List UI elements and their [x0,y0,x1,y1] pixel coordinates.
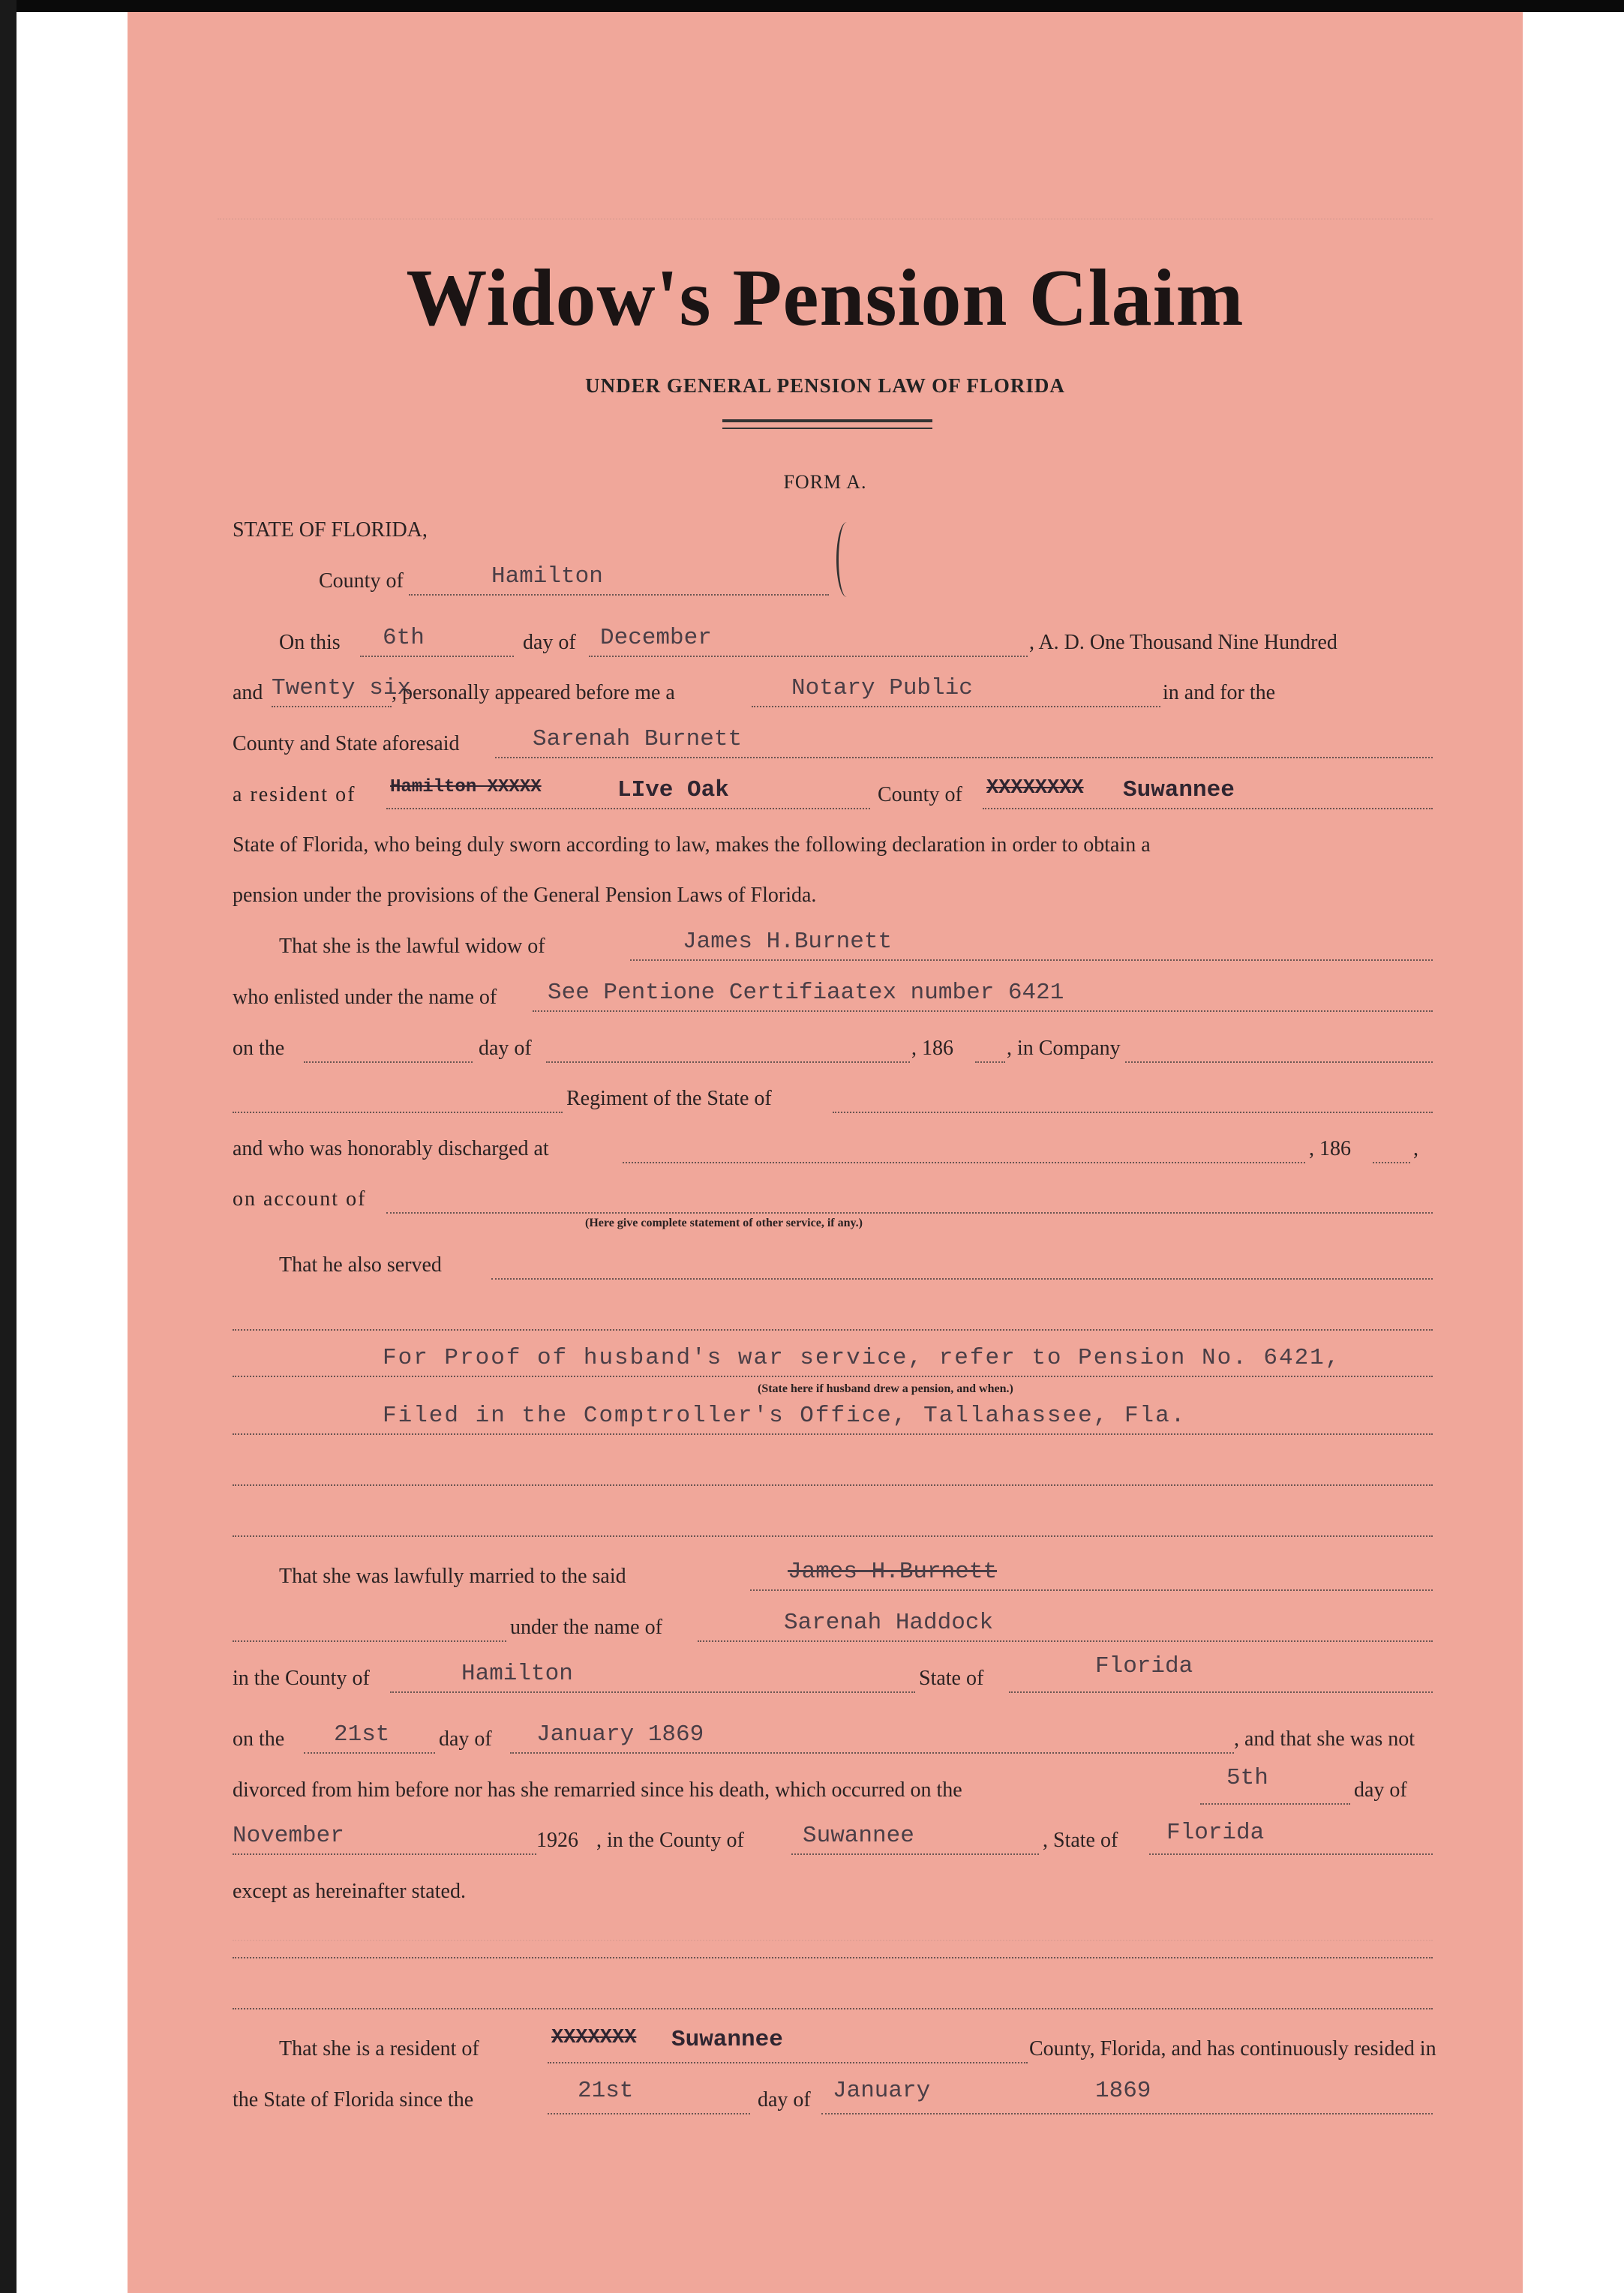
other-service-note: (Here give complete statement of other service, if any.) [585,1217,863,1229]
discharged-label: and who was honorably discharged at [233,1137,549,1160]
account-line [386,1212,1433,1214]
death-day-value[interactable]: 5th [1226,1765,1268,1791]
death-year-value[interactable]: 1926 [536,1829,578,1852]
residence-struck-value: Hamilton XXXXX [390,777,542,797]
day-value[interactable]: 6th [383,625,425,651]
scan-left-edge [0,0,17,2293]
since-day-of-label: day of [758,2088,811,2111]
comma: , [1413,1137,1418,1160]
residence-county-label: County of [878,783,962,806]
death-state-value[interactable]: Florida [1166,1820,1265,1846]
in-county-label: in the County of [233,1667,370,1690]
death-state-label: , State of [1043,1829,1118,1852]
enlist-day-of-label: day of [479,1037,532,1060]
married-row [233,1559,1433,1595]
marriage-state-value[interactable]: Florida [1095,1653,1193,1679]
residence-county-line [983,808,1433,809]
enlist-day-line [304,1061,473,1063]
husband-value[interactable]: James H.Burnett [683,929,893,955]
pension-note-row [233,1382,1433,1400]
scan-top-edge [0,0,1624,12]
since-month-value[interactable]: January [833,2078,931,2104]
marriage-date-row [233,1721,1433,1757]
enlisted-row [233,980,1433,1016]
company-line [1125,1061,1433,1063]
death-day-of-label: day of [1354,1778,1407,1802]
death-month-value[interactable]: November [233,1823,344,1849]
also-served-label: That he also served [279,1253,442,1277]
death-place-row [233,1820,1433,1859]
enlisted-label: who enlisted under the name of [233,986,497,1009]
not-divorced-label: , and that she was not [1234,1727,1415,1751]
discharged-line [623,1162,1305,1163]
regiment-line [233,1112,563,1113]
blank-line [233,1957,1433,1958]
marriage-day-of-label: day of [439,1727,492,1751]
month-value[interactable]: December [600,625,712,651]
state-heading: STATE OF FLORIDA, [233,518,428,542]
officer-value[interactable]: Notary Public [791,675,973,701]
residence-line [386,808,870,809]
marriage-month-year-value[interactable]: January 1869 [536,1721,704,1748]
marriage-county-value[interactable]: Hamilton [461,1661,573,1687]
since-year-value[interactable]: 1869 [1095,2078,1151,2104]
discharged-year-label: , 186 [1309,1137,1351,1160]
form-title: Widow's Pension Claim [406,254,1244,343]
resident-county-struck-value: XXXXXXX [551,2027,637,2049]
death-date-row [233,1765,1433,1808]
married-husband-value[interactable]: James H.Burnett [788,1559,998,1585]
residence-county-value[interactable]: Suwannee [1123,777,1235,803]
divorced-text: divorced from him before nor has she remarried since his death, which occurred on the [233,1778,962,1802]
year-line [272,706,392,707]
form-subtitle: UNDER GENERAL PENSION LAW OF FLORIDA [585,374,1065,397]
and-label: and [233,681,263,704]
form-label: FORM A. [783,471,867,493]
title-rule [722,419,932,422]
enlist-year-line [975,1061,1005,1063]
blank-row [233,1511,1433,1541]
year-186-label: , 186 [911,1037,953,1060]
also-served-line [491,1278,1433,1280]
except-row [233,1880,1433,1910]
death-county-line [791,1853,1039,1855]
claimant-value[interactable]: Sarenah Burnett [533,726,743,752]
day-line [360,656,514,657]
resident-label: That she is a resident of [279,2037,479,2060]
marriage-day-value[interactable]: 21st [334,1721,390,1748]
county-line [409,594,829,596]
marriage-state-line [1009,1691,1433,1693]
widow-row [233,929,1433,965]
death-county-value[interactable]: Suwannee [803,1823,914,1849]
state-heading-row [233,518,1433,548]
lawful-widow-label: That she is the lawful widow of [279,935,545,958]
on-this-label: On this [279,631,341,654]
war-proof-line-2-rule [233,1433,1433,1435]
state-of-label: State of [919,1667,984,1690]
blank-row [233,1460,1433,1490]
blank-line [233,2008,1433,2009]
appeared-label: , personally appeared before me a [392,681,675,704]
form-sheet [128,12,1523,2293]
blank-line [233,1329,1433,1331]
blank-line [233,1535,1433,1537]
death-month-line [233,1853,536,1855]
date-row [233,625,1433,661]
regiment-state-line [833,1112,1433,1113]
aforesaid-label: County and State aforesaid [233,732,460,755]
declaration-text: State of Florida, who being duly sworn according to law, makes the following declaration in order to obtain a [233,833,1151,857]
enlist-date-row [233,1037,1433,1067]
also-served-row [233,1253,1433,1283]
year-row [233,675,1433,711]
pension-under-row [233,884,1433,914]
bleed-through-artifact [218,188,1433,220]
blank-line [233,1484,1433,1486]
on-account-label: on account of [233,1187,367,1211]
residence-county-struck-value: XXXXXXXX [986,777,1084,800]
death-day-line [1200,1803,1350,1805]
war-proof-line-2[interactable]: Filed in the Comptroller's Office, Tallahassee, Fla. [383,1403,1187,1429]
regiment-label: Regiment of the State of [566,1087,772,1110]
death-county-label: , in the County of [596,1829,744,1852]
war-proof-line [233,1376,1433,1377]
enlisted-value[interactable]: See Pentione Certifiaatex number 6421 [548,980,1064,1006]
claimant-row [233,726,1433,762]
blank-row [233,1983,1433,2013]
war-proof-line-1[interactable]: For Proof of husband's war service, refer to Pension No. 6421, [383,1345,1341,1371]
discharged-row [233,1137,1433,1167]
since-row [233,2078,1433,2118]
officer-line [752,706,1160,707]
marriage-county-line [390,1691,915,1693]
on-the-label: on the [233,1037,285,1060]
day-of-label: day of [523,631,576,654]
husband-line [630,959,1433,961]
resident-row [233,2027,1436,2067]
war-proof-row-2 [233,1403,1433,1439]
county-value[interactable]: Hamilton [491,563,603,590]
county-florida-label: County, Florida, and has continuously resided in [1029,2037,1436,2060]
married-label: That she was lawfully married to the said [279,1565,626,1588]
maiden-pre-line [233,1640,506,1642]
resident-county-line [548,2062,1028,2063]
except-text: except as hereinafter stated. [233,1880,466,1903]
regiment-row [233,1087,1433,1117]
month-line [589,656,1028,657]
marriage-on-the-label: on the [233,1727,285,1751]
marriage-day-line [304,1752,435,1754]
under-name-label: under the name of [510,1616,662,1639]
ad-text: , A. D. One Thousand Nine Hundred [1029,631,1337,654]
residence-value[interactable]: LIve Oak [617,777,729,803]
marriage-month-line [510,1752,1234,1754]
since-day-value[interactable]: 21st [578,2078,634,2104]
in-and-for-label: in and for the [1163,681,1276,704]
resident-of-label: a resident of [233,783,356,806]
war-proof-row [233,1345,1433,1381]
blank-row [233,1932,1433,1962]
account-row [233,1187,1433,1217]
enlist-month-line [546,1061,910,1063]
residence-row [233,777,1433,813]
title-rule [722,428,932,429]
resident-county-value[interactable]: Suwannee [671,2027,783,2053]
declaration-row [233,833,1433,863]
maiden-line [698,1640,1433,1642]
marriage-place-row [233,1653,1433,1697]
blank-row [233,1304,1433,1334]
since-the-label: the State of Florida since the [233,2088,474,2111]
year-words-value[interactable]: Twenty six [272,675,412,701]
company-label: , in Company [1007,1037,1121,1060]
discharged-year-line [1373,1162,1410,1163]
maiden-row [233,1610,1433,1646]
since-day-line [548,2113,750,2114]
enlisted-line [533,1010,1433,1012]
maiden-name-value[interactable]: Sarenah Haddock [784,1610,994,1636]
married-line [750,1589,1433,1591]
county-label: County of [319,569,404,593]
county-row [233,563,1433,599]
husband-pension-note: (State here if husband drew a pension, and when.) [758,1382,1013,1395]
pension-under-text: pension under the provisions of the General Pension Laws of Florida. [233,884,817,907]
claimant-line [495,757,1433,758]
since-month-line [821,2113,1433,2114]
other-service-note-row [233,1217,1433,1235]
death-state-line [1149,1853,1433,1855]
